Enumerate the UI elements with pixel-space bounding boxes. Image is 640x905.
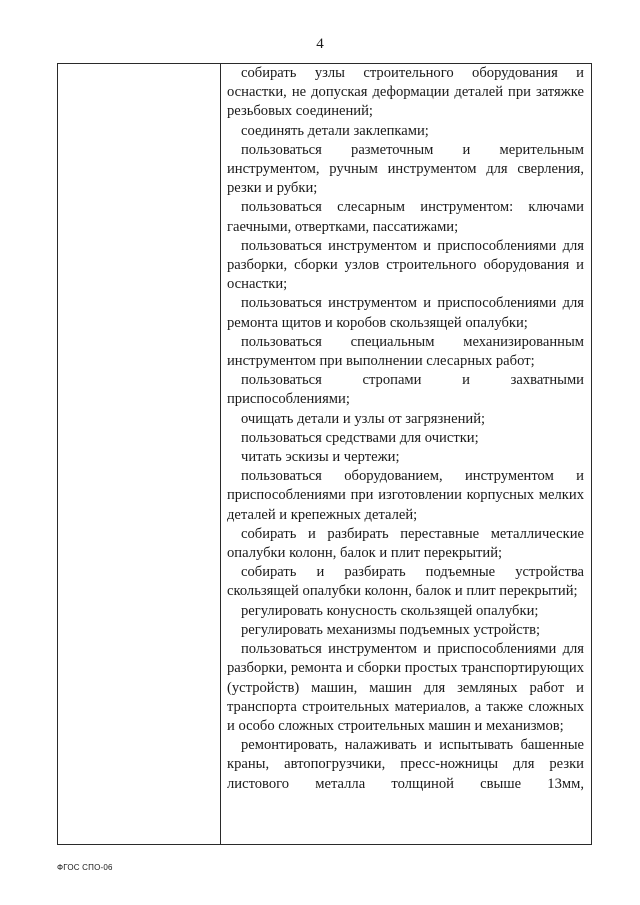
list-item: пользоваться инструментом и приспособлениями для разборки, ремонта и сборки простых транспортирующих (устройств) машин, машин для земляных работ и транспорта строительных материалов, а также сложных и особо сложных строительных машин и механизмов; [227, 641, 584, 734]
list-item: собирать и разбирать подъемные устройства скользящей опалубки колонн, балок и плит перекрытий; [227, 564, 584, 600]
page-number: 4 [316, 36, 324, 52]
document-table [57, 63, 592, 845]
list-item: пользоваться оборудованием, инструментом и приспособлениями при изготовлении корпусных мелких деталей и крепежных деталей; [227, 468, 584, 523]
list-item: пользоваться стропами и захватными приспособлениями; [227, 372, 584, 408]
list-item: пользоваться средствами для очистки; [241, 429, 479, 446]
column-divider [220, 64, 221, 844]
list-item: пользоваться разметочным и мерительным инструментом, ручным инструментом для сверления, резки и рубки; [227, 141, 584, 197]
list-item: пользоваться специальным механизированным инструментом при выполнении слесарных работ; [227, 333, 584, 370]
list-item: регулировать механизмы подъемных устройств; [241, 621, 541, 638]
skills-list [227, 64, 584, 794]
list-item: собирать узлы строительного оборудования и оснастки, не допуская деформации деталей при затяжке резьбовых соединений; [227, 65, 584, 120]
list-item: соединять детали заклепками; [241, 122, 429, 139]
list-item: пользоваться инструментом и приспособлениями для ремонта щитов и коробов скользящей опалубки; [227, 295, 584, 331]
list-item: собирать и разбирать переставные металлические опалубки колонн, балок и плит перекрытий; [227, 525, 584, 562]
list-item: ремонтировать, налаживать и испытывать башенные краны, автопогрузчики, пресс-ножницы для резки листового металла толщиной свыше 13мм, [227, 737, 584, 792]
list-item: читать эскизы и чертежи; [241, 449, 400, 466]
list-item: регулировать конусность скользящей опалубки; [241, 602, 539, 619]
list-item: пользоваться слесарным инструментом: ключами гаечными, отвертками, пассатижами; [227, 199, 584, 235]
list-item: очищать детали и узлы от загрязнений; [241, 410, 486, 427]
footer-label: ФГОС СПО-06 [57, 863, 113, 872]
list-item: пользоваться инструментом и приспособлениями для разборки, сборки узлов строительного оборудования и оснастки; [227, 237, 584, 293]
